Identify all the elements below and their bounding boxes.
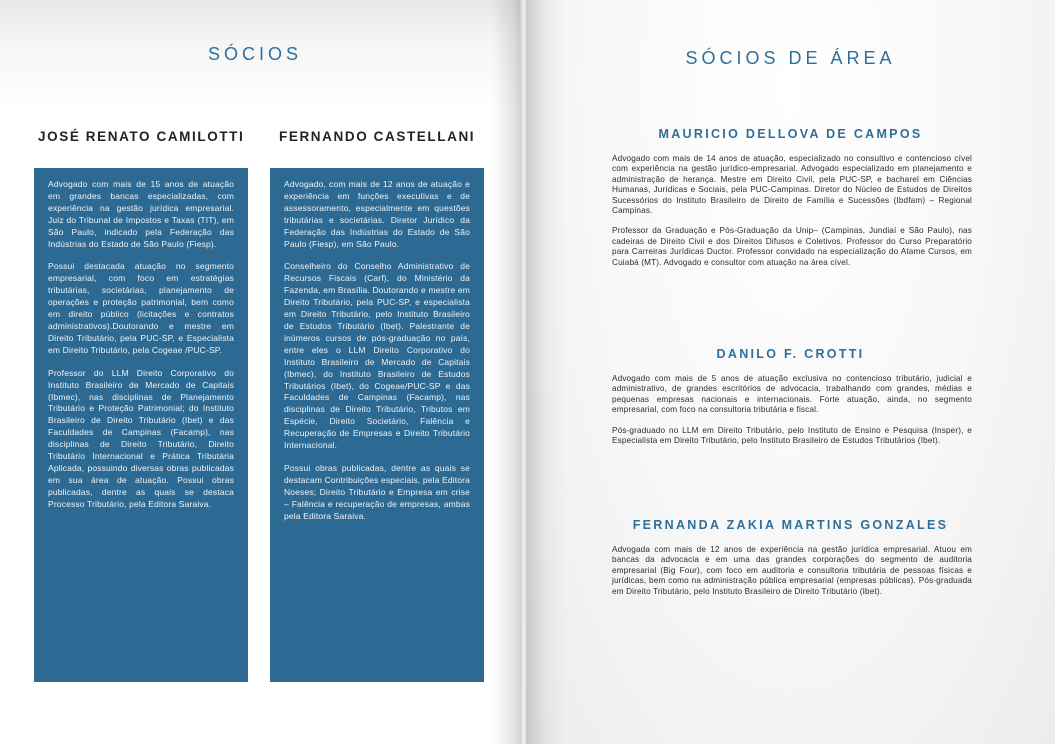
- section-title-socios-de-area: SÓCIOS DE ÁREA: [685, 48, 896, 68]
- area-partner-name-gonzales: FERNANDA ZAKIA MARTINS GONZALES: [632, 518, 949, 532]
- partner-name-castellani: FERNANDO CASTELLANI: [279, 129, 476, 144]
- bio-paragraph: Advogado com mais de 15 anos de atuação em grandes bancas especializadas, com experiência na gestão jurídica empresarial. Juiz do Tribunal de Impostos e Taxas (TIT), em São Paulo, indicado pela Federação das Indústrias do Estado de São Paulo (Fiesp).: [48, 179, 234, 249]
- area-partner-bio-gonzales: [612, 545, 972, 607]
- partner-bio-box-camilotti: [34, 168, 248, 682]
- bio-paragraph: Advogada com mais de 12 anos de experiência na gestão jurídica empresarial. Atuou em bancas da advocacia e em uma das grandes corporações do segmento de auditoria empresarial (Big Four), com foco em auditoria e consultoria tributária de pessoas físicas e jurídicas, bem como na administração pública empresarial (empresas públicas). Pós-graduada em Direito Tributário, pelo Instituto Brasileiro de Direito Tributário (Ibet).: [612, 545, 972, 596]
- bio-paragraph: Conselheiro do Conselho Administrativo de Recursos Fiscais (Carf), do Ministério da Fazenda, em Brasília. Doutorando e mestre em Direito Tributário, pela PUC-SP, e especialista em Direito Tributário, pelo Instituto Brasileiro de Estudos Tributário (Ibet). Palestrante de inúmeros cursos de pós-graduação no país, entre eles o LLM Direito Corporativo do Instituto Brasileiro de Mercado de Capitais (Ibmec), do Instituto Brasileiro de Estudos Tributários (Ibet), do Cogeae/PUC-SP e das Faculdades de Campinas (Facamp), nas disciplinas de Direito Tributário, Tributos em Espécie, Direito Societário, Falência e Recuperação de Empresas e Direito Tributário Internacional.: [284, 261, 470, 451]
- bio-paragraph: Professor da Graduação e Pós-Graduação da Unip– (Campinas, Jundiaí e São Paulo), nas cadeiras de Direito Civil e dos Direitos Difusos e Coletivos. Professor do Curso Preparatório para Carreiras Jurídicas Ductor. Professor convidado na especialização do Atame Cursos, em Cuiabá (MT). Advogado e consultor com atuação na área cível.: [612, 226, 972, 267]
- partner-name-camilotti: JOSÉ RENATO CAMILOTTI: [38, 129, 245, 144]
- bio-paragraph: Pós-graduado no LLM em Direito Tributário, pelo Instituto de Ensino e Pesquisa (Insper), e Especialista em Direito Tributário, pelo Instituto Brasileiro de Estudos Tributários (Ibet).: [612, 425, 972, 446]
- partner-bio-box-castellani: [270, 168, 484, 682]
- right-page: [526, 0, 1055, 744]
- bio-paragraph: Advogado, com mais de 12 anos de atuação e experiência em funções executivas e de assessoramento, especialmente em questões tributárias e societárias. Diretor Jurídico da Federação das Indústrias do Estado de São Paulo (Fiesp), em São Paulo.: [284, 179, 470, 249]
- bio-paragraph: Advogado com mais de 14 anos de atuação, especializado no consultivo e contencioso cível com experiência na gestão jurídico-empresarial. Advogado especializado em planejamento e administração de herança. Mestre em Direito Civil, pela PUC-SP, e bacharel em Ciências Humanas, Jurídicas e Sociais, pela PUC-Campinas. Diretor do Núcleo de Estudos de Direitos Sucessórios do Instituto Brasileiro de Direito de Família e Sucessões (Ibdfam) – Regional Campinas.: [612, 154, 972, 216]
- section-title-socios: SÓCIOS: [207, 44, 302, 64]
- bio-paragraph: Possui obras publicadas, dentre as quais se destacam Contribuições especiais, pela Editora Noeses; Direito Tributário e Empresa em crise – Falência e recuperação de empresas, ambas pela Editora Saraiva.: [284, 462, 470, 521]
- area-partner-name-dellova: MAURICIO DELLOVA DE CAMPOS: [658, 127, 923, 141]
- bio-paragraph: Advogado com mais de 5 anos de atuação exclusiva no contencioso tributário, judicial e administrativo, de grandes escritórios de advocacia, trabalhando com grandes, médias e pequenas empresas nacionais e internacionais. Forte atuação, ainda, no segmento empresarial, com foco na consultoria tributária e fiscal.: [612, 374, 972, 415]
- area-partner-bio-crotti: [612, 374, 972, 456]
- bio-paragraph: Possui destacada atuação no segmento empresarial, com foco em estratégias tributárias, societárias, planejamento de operações e proteção patrimonial, bem como em direito público (licitações e contratos administrativos).Doutorando e mestre em Direito Tributário, pela PUC-SP, e Especialista em Direito Tributário, pela Cogeae /PUC-SP.: [48, 261, 234, 355]
- area-partner-name-crotti: DANILO F. CROTTI: [716, 347, 865, 361]
- area-partner-bio-dellova: [612, 154, 972, 278]
- bio-paragraph: Professor do LLM Direito Corporativo do Instituto Brasileiro de Mercado de Capitais (Ibmec), nas disciplinas de Planejamento Tributário e Proteção Patrimonial; do Instituto Brasileiro de Direito Tributário (Ibet) e das Faculdades de Campinas (Facamp), nas disciplinas de Direito Tributário, Direito Tributário Internacional e Prática Tributária Aplicada, possuindo diversas obras publicadas em sua área de atuação. Possui obras publicadas, dentre as quais se destaca Processo Tributário, pela Editora Saraiva.: [48, 367, 234, 509]
- left-page: [0, 0, 522, 744]
